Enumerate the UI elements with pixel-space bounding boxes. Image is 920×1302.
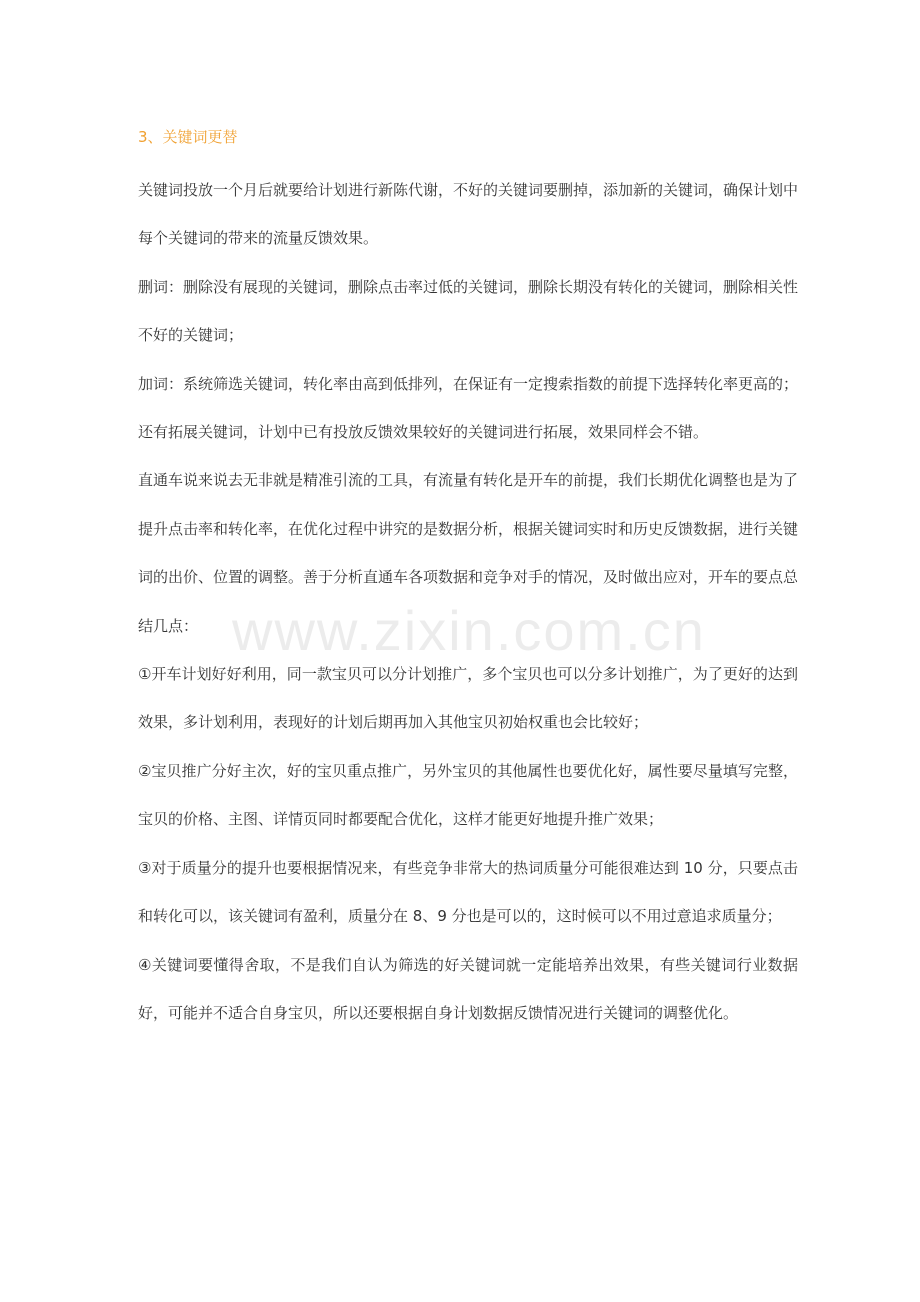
- watermark: www.zixin.com.cn: [232, 599, 706, 662]
- paragraph-point-4: ④关键词要懂得舍取，不是我们自认为筛选的好关键词就一定能培养出效果，有些关键词行业数据好，可能并不适合自身宝贝，所以还要根据自身计划数据反馈情况进行关键词的调整优化。: [138, 955, 798, 1022]
- paragraph-point-2: ②宝贝推广分好主次，好的宝贝重点推广，另外宝贝的其他属性也要优化好，属性要尽量填写完整，宝贝的价格、主图、详情页同时都要配合优化，这样才能更好地提升推广效果；: [138, 761, 798, 829]
- paragraph-add-words: 加词：系统筛选关键词，转化率由高到低排列，在保证有一定搜索指数的前提下选择转化率更高的；还有拓展关键词，计划中已有投放反馈效果较好的关键词进行拓展，效果同样会不错。: [138, 374, 799, 442]
- paragraph-summary: 直通车说来说去无非就是精准引流的工具，有流量有转化是开车的前提，我们长期优化调整也是为了提升点击率和转化率，在优化过程中讲究的是数据分析，根据关键词实时和历史反馈数据，进行关键词的出价、位置的调整。善于分析直通车各项数据和竞争对手的情况，及时做出应对，开车的要点总结几点：: [138, 471, 799, 635]
- section-heading: 3、关键词更替: [138, 128, 238, 146]
- document-page: [138, 118, 798, 1037]
- paragraph-point-1: ①开车计划好好利用，同一款宝贝可以分计划推广，多个宝贝也可以分多计划推广，为了更好的达到效果，多计划利用，表现好的计划后期再加入其他宝贝初始权重也会比较好；: [138, 665, 798, 732]
- paragraph-point-3: ③对于质量分的提升也要根据情况来，有些竞争非常大的热词质量分可能很难达到 10 分，只要点击和转化可以，该关键词有盈利，质量分在 8、9 分也是可以的，这时候可以不用过意追求质量分；: [138, 858, 798, 926]
- paragraph-intro: 关键词投放一个月后就要给计划进行新陈代谢，不好的关键词要删掉，添加新的关键词，确保计划中每个关键词的带来的流量反馈效果。: [138, 181, 799, 248]
- paragraph-delete-words: 删词：删除没有展现的关键词，删除点击率过低的关键词，删除长期没有转化的关键词，删除相关性不好的关键词；: [138, 277, 799, 345]
